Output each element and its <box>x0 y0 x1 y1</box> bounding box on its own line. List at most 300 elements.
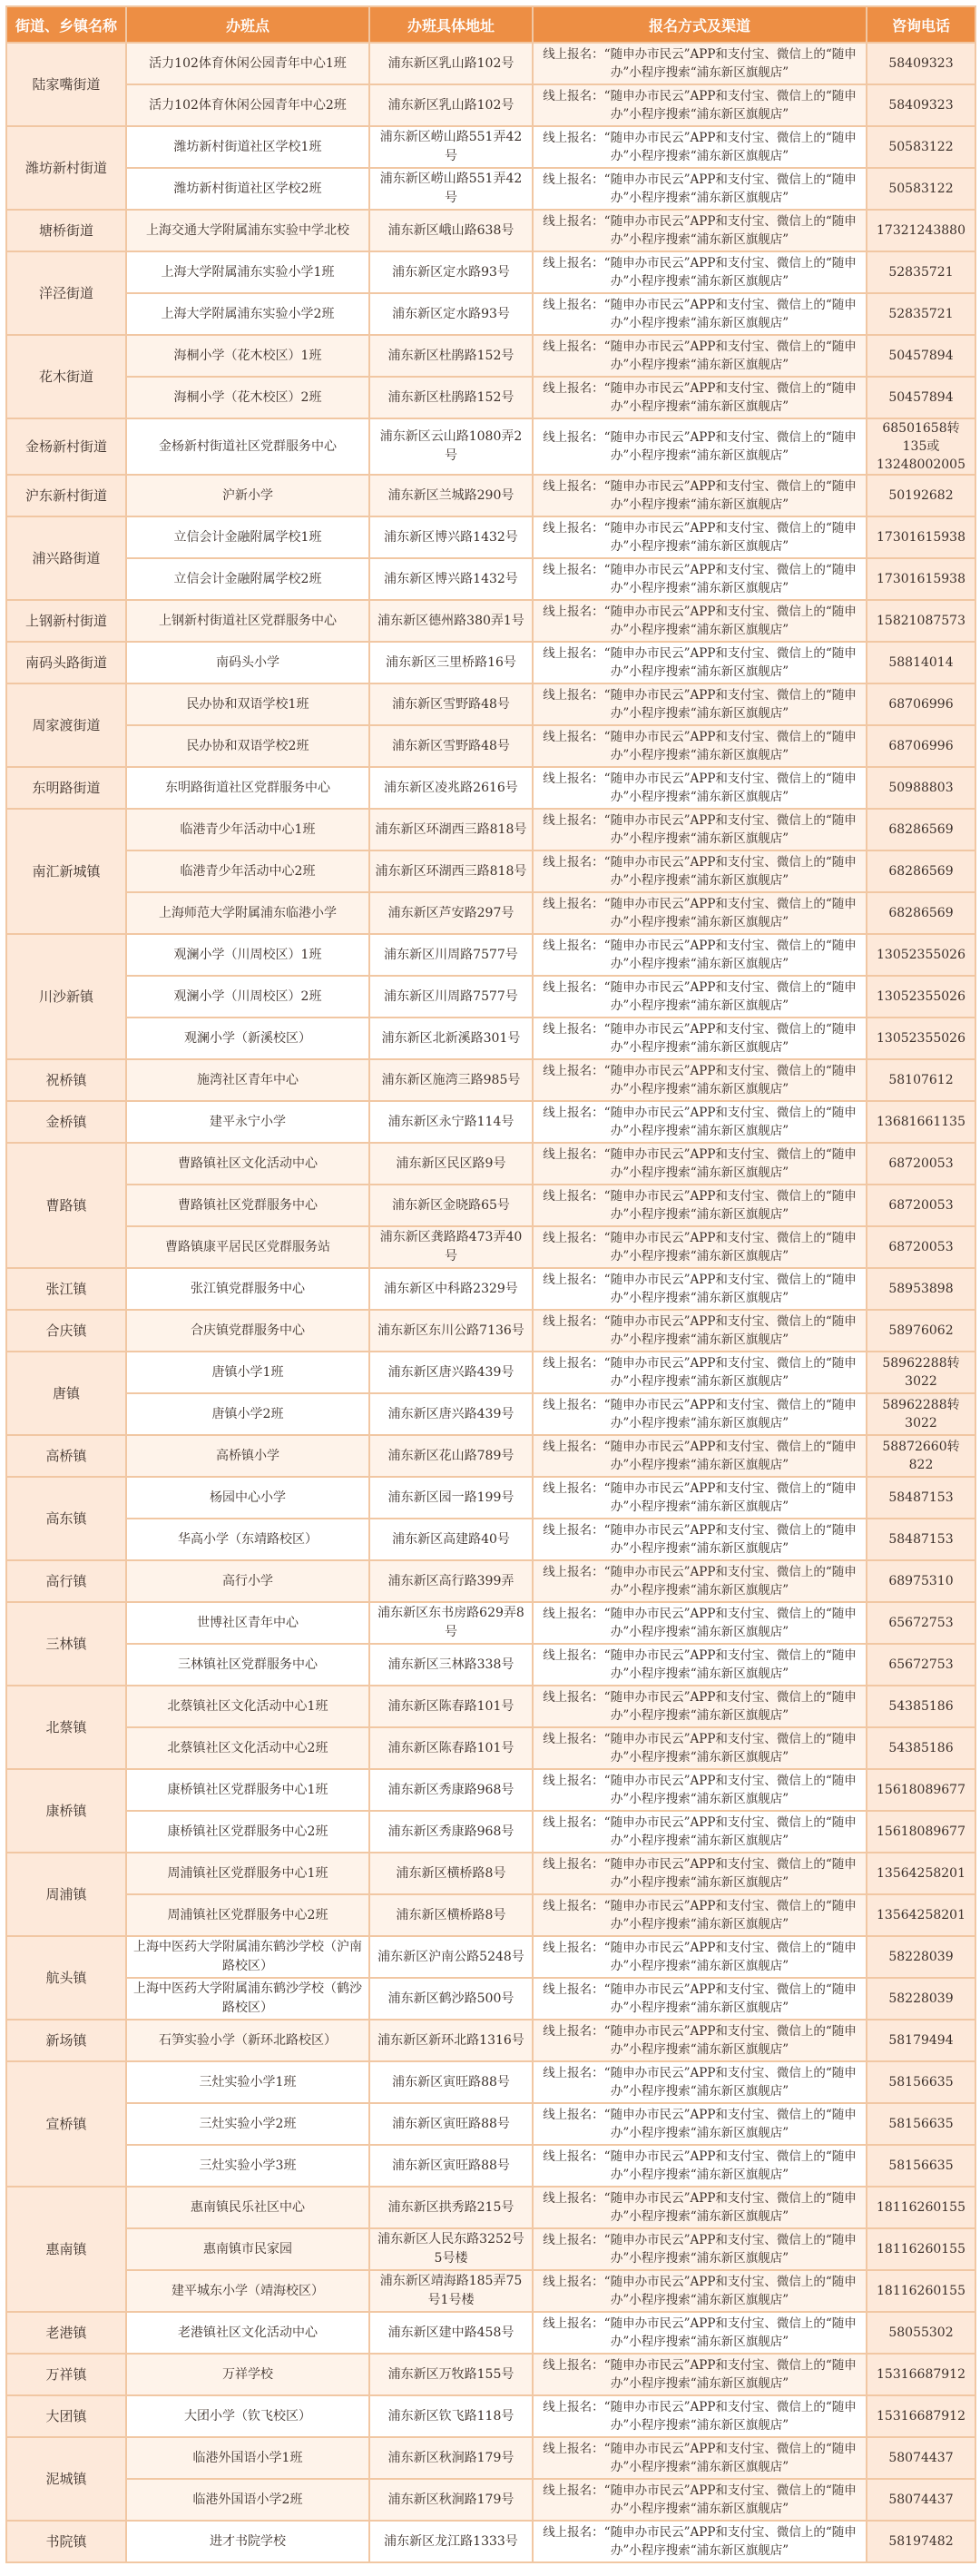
table-row <box>6 168 975 210</box>
cell-site: 沪新小学 <box>126 475 369 516</box>
cell-address: 浦东新区秀康路968号 <box>369 1811 533 1853</box>
cell-channel: 线上报名：“随申办市民云”APP和支付宝、微信上的“随申办”小程序搜索“浦东新区旗舰店” <box>533 2020 867 2061</box>
cell-phone: 58055302 <box>867 2312 975 2354</box>
cell-address: 浦东新区鹤沙路500号 <box>369 1978 533 2020</box>
cell-phone: 52835721 <box>867 293 975 335</box>
cell-street-name: 三林镇 <box>6 1602 126 1686</box>
cell-channel: 线上报名：“随申办市民云”APP和支付宝、微信上的“随申办”小程序搜索“浦东新区旗舰店” <box>533 1059 867 1101</box>
cell-phone: 58814014 <box>867 642 975 683</box>
table-row <box>6 1477 975 1519</box>
cell-address: 浦东新区凌兆路2616号 <box>369 767 533 809</box>
cell-site: 惠南镇市民家园 <box>126 2228 369 2270</box>
cell-channel: 线上报名：“随申办市民云”APP和支付宝、微信上的“随申办”小程序搜索“浦东新区旗舰店” <box>533 1018 867 1059</box>
table-row <box>6 1894 975 1936</box>
cell-channel: 线上报名：“随申办市民云”APP和支付宝、微信上的“随申办”小程序搜索“浦东新区旗舰店” <box>533 1268 867 1310</box>
cell-address: 浦东新区三林路338号 <box>369 1644 533 1686</box>
cell-street-name: 惠南镇 <box>6 2187 126 2312</box>
cell-channel: 线上报名：“随申办市民云”APP和支付宝、微信上的“随申办”小程序搜索“浦东新区旗舰店” <box>533 1769 867 1811</box>
cell-channel: 线上报名：“随申办市民云”APP和支付宝、微信上的“随申办”小程序搜索“浦东新区旗舰店” <box>533 1894 867 1936</box>
cell-phone: 65672753 <box>867 1602 975 1644</box>
cell-street-name: 泥城镇 <box>6 2437 126 2521</box>
cell-phone: 54385186 <box>867 1686 975 1727</box>
cell-site: 上海大学附属浦东实验小学2班 <box>126 293 369 335</box>
cell-phone: 58487153 <box>867 1477 975 1519</box>
cell-site: 唐镇小学1班 <box>126 1352 369 1393</box>
cell-site: 临港青少年活动中心2班 <box>126 850 369 892</box>
cell-street-name: 宣桥镇 <box>6 2061 126 2187</box>
table-row <box>6 251 975 293</box>
cell-phone: 58156635 <box>867 2103 975 2145</box>
cell-site: 南码头小学 <box>126 642 369 683</box>
cell-channel: 线上报名：“随申办市民云”APP和支付宝、微信上的“随申办”小程序搜索“浦东新区旗舰店” <box>533 1727 867 1769</box>
cell-phone: 17321243880 <box>867 210 975 251</box>
cell-address: 浦东新区寅旺路88号 <box>369 2061 533 2103</box>
cell-channel: 线上报名：“随申办市民云”APP和支付宝、微信上的“随申办”小程序搜索“浦东新区旗舰店” <box>533 1226 867 1268</box>
cell-site: 活力102体育休闲公园青年中心2班 <box>126 84 369 126</box>
cell-street-name: 大团镇 <box>6 2395 126 2437</box>
cell-site: 合庆镇党群服务中心 <box>126 1310 369 1352</box>
cell-address: 浦东新区川周路7577号 <box>369 934 533 976</box>
cell-phone: 15316687912 <box>867 2395 975 2437</box>
table-row <box>6 1644 975 1686</box>
cell-address: 浦东新区三里桥路16号 <box>369 642 533 683</box>
cell-site: 曹路镇社区文化活动中心 <box>126 1143 369 1185</box>
cell-address: 浦东新区芦安路297号 <box>369 892 533 934</box>
cell-street-name: 南汇新城镇 <box>6 809 126 934</box>
cell-phone: 58228039 <box>867 1978 975 2020</box>
cell-phone: 58197482 <box>867 2521 975 2562</box>
cell-channel: 线上报名：“随申办市民云”APP和支付宝、微信上的“随申办”小程序搜索“浦东新区旗舰店” <box>533 516 867 558</box>
cell-address: 浦东新区横桥路8号 <box>369 1853 533 1894</box>
cell-street-name: 东明路街道 <box>6 767 126 809</box>
cell-address: 浦东新区秀康路968号 <box>369 1769 533 1811</box>
cell-channel: 线上报名：“随申办市民云”APP和支付宝、微信上的“随申办”小程序搜索“浦东新区旗舰店” <box>533 725 867 767</box>
table-body <box>6 43 975 2562</box>
cell-channel: 线上报名：“随申办市民云”APP和支付宝、微信上的“随申办”小程序搜索“浦东新区旗舰店” <box>533 892 867 934</box>
cell-phone: 50583122 <box>867 126 975 168</box>
cell-phone: 15316687912 <box>867 2354 975 2395</box>
cell-address: 浦东新区高建路40号 <box>369 1519 533 1560</box>
cell-channel: 线上报名：“随申办市民云”APP和支付宝、微信上的“随申办”小程序搜索“浦东新区旗舰店” <box>533 2187 867 2228</box>
cell-channel: 线上报名：“随申办市民云”APP和支付宝、微信上的“随申办”小程序搜索“浦东新区旗舰店” <box>533 809 867 850</box>
cell-phone: 68286569 <box>867 850 975 892</box>
cell-address: 浦东新区拱秀路215号 <box>369 2187 533 2228</box>
cell-site: 北蔡镇社区文化活动中心2班 <box>126 1727 369 1769</box>
table-row <box>6 2354 975 2395</box>
cell-phone: 58074437 <box>867 2479 975 2521</box>
table-row <box>6 1811 975 1853</box>
cell-channel: 线上报名：“随申办市民云”APP和支付宝、微信上的“随申办”小程序搜索“浦东新区旗舰店” <box>533 1936 867 1978</box>
cell-site: 曹路镇社区党群服务中心 <box>126 1185 369 1226</box>
table-row <box>6 126 975 168</box>
table-row <box>6 1185 975 1226</box>
cell-address: 浦东新区秋涧路179号 <box>369 2437 533 2479</box>
cell-address: 浦东新区横桥路8号 <box>369 1894 533 1936</box>
cell-phone: 13052355026 <box>867 976 975 1018</box>
cell-phone: 65672753 <box>867 1644 975 1686</box>
cell-street-name: 老港镇 <box>6 2312 126 2354</box>
cell-phone: 58487153 <box>867 1519 975 1560</box>
table-row <box>6 1978 975 2020</box>
table-row <box>6 475 975 516</box>
table-row <box>6 43 975 84</box>
cell-address: 浦东新区中科路2329号 <box>369 1268 533 1310</box>
table-row <box>6 767 975 809</box>
cell-channel: 线上报名：“随申办市民云”APP和支付宝、微信上的“随申办”小程序搜索“浦东新区旗舰店” <box>533 1560 867 1602</box>
cell-address: 浦东新区龚路路473弄40号 <box>369 1226 533 1268</box>
table-row <box>6 2312 975 2354</box>
cell-address: 浦东新区人民东路3252号5号楼 <box>369 2228 533 2270</box>
cell-address: 浦东新区环湖西三路818号 <box>369 850 533 892</box>
table-row <box>6 683 975 725</box>
table-row <box>6 976 975 1018</box>
cell-site: 上海交通大学附属浦东实验中学北校 <box>126 210 369 251</box>
cell-street-name: 沪东新村街道 <box>6 475 126 516</box>
header-site: 办班点 <box>126 6 369 43</box>
cell-channel: 线上报名：“随申办市民云”APP和支付宝、微信上的“随申办”小程序搜索“浦东新区旗舰店” <box>533 335 867 377</box>
cell-site: 康桥镇社区党群服务中心1班 <box>126 1769 369 1811</box>
table-row <box>6 2437 975 2479</box>
cell-street-name: 金杨新村街道 <box>6 418 126 475</box>
cell-address: 浦东新区施湾三路985号 <box>369 1059 533 1101</box>
cell-street-name: 万祥镇 <box>6 2354 126 2395</box>
cell-site: 万祥学校 <box>126 2354 369 2395</box>
cell-street-name: 康桥镇 <box>6 1769 126 1853</box>
table-row <box>6 558 975 600</box>
cell-site: 康桥镇社区党群服务中心2班 <box>126 1811 369 1853</box>
cell-site: 建平城东小学（靖海校区） <box>126 2270 369 2312</box>
cell-phone: 58074437 <box>867 2437 975 2479</box>
header-phone: 咨询电话 <box>867 6 975 43</box>
cell-address: 浦东新区寅旺路88号 <box>369 2103 533 2145</box>
cell-phone: 13052355026 <box>867 934 975 976</box>
cell-channel: 线上报名：“随申办市民云”APP和支付宝、微信上的“随申办”小程序搜索“浦东新区旗舰店” <box>533 934 867 976</box>
table-row <box>6 84 975 126</box>
cell-phone: 58953898 <box>867 1268 975 1310</box>
table-row <box>6 1352 975 1393</box>
cell-site: 华高小学（东靖路校区） <box>126 1519 369 1560</box>
cell-street-name: 合庆镇 <box>6 1310 126 1352</box>
cell-street-name: 新场镇 <box>6 2020 126 2061</box>
table-row <box>6 2020 975 2061</box>
cell-channel: 线上报名：“随申办市民云”APP和支付宝、微信上的“随申办”小程序搜索“浦东新区旗舰店” <box>533 475 867 516</box>
cell-phone: 13564258201 <box>867 1894 975 1936</box>
table-row <box>6 516 975 558</box>
cell-site: 老港镇社区文化活动中心 <box>126 2312 369 2354</box>
cell-channel: 线上报名：“随申办市民云”APP和支付宝、微信上的“随申办”小程序搜索“浦东新区旗舰店” <box>533 43 867 84</box>
table-row <box>6 377 975 418</box>
cell-phone: 58962288转3022 <box>867 1352 975 1393</box>
cell-site: 曹路镇康平居民区党群服务站 <box>126 1226 369 1268</box>
cell-phone: 50583122 <box>867 168 975 210</box>
cell-phone: 68286569 <box>867 892 975 934</box>
cell-channel: 线上报名：“随申办市民云”APP和支付宝、微信上的“随申办”小程序搜索“浦东新区旗舰店” <box>533 1101 867 1143</box>
cell-address: 浦东新区秋涧路179号 <box>369 2479 533 2521</box>
cell-site: 三灶实验小学3班 <box>126 2145 369 2187</box>
cell-channel: 线上报名：“随申办市民云”APP和支付宝、微信上的“随申办”小程序搜索“浦东新区旗舰店” <box>533 1811 867 1853</box>
cell-street-name: 高行镇 <box>6 1560 126 1602</box>
cell-address: 浦东新区靖海路185弄75号1号楼 <box>369 2270 533 2312</box>
cell-address: 浦东新区峨山路638号 <box>369 210 533 251</box>
table-row <box>6 809 975 850</box>
cell-phone: 17301615938 <box>867 558 975 600</box>
cell-address: 浦东新区定水路93号 <box>369 251 533 293</box>
table-row <box>6 1686 975 1727</box>
cell-channel: 线上报名：“随申办市民云”APP和支付宝、微信上的“随申办”小程序搜索“浦东新区旗舰店” <box>533 1185 867 1226</box>
cell-phone: 68286569 <box>867 809 975 850</box>
cell-street-name: 陆家嘴街道 <box>6 43 126 126</box>
cell-channel: 线上报名：“随申办市民云”APP和支付宝、微信上的“随申办”小程序搜索“浦东新区旗舰店” <box>533 1393 867 1435</box>
cell-address: 浦东新区陈春路101号 <box>369 1727 533 1769</box>
cell-channel: 线上报名：“随申办市民云”APP和支付宝、微信上的“随申办”小程序搜索“浦东新区旗舰店” <box>533 1519 867 1560</box>
cell-address: 浦东新区永宁路114号 <box>369 1101 533 1143</box>
cell-site: 观澜小学（川周校区）2班 <box>126 976 369 1018</box>
table-row <box>6 210 975 251</box>
cell-channel: 线上报名：“随申办市民云”APP和支付宝、微信上的“随申办”小程序搜索“浦东新区旗舰店” <box>533 2312 867 2354</box>
table-row <box>6 335 975 377</box>
cell-phone: 58156635 <box>867 2145 975 2187</box>
cell-channel: 线上报名：“随申办市民云”APP和支付宝、微信上的“随申办”小程序搜索“浦东新区旗舰店” <box>533 683 867 725</box>
cell-phone: 50457894 <box>867 377 975 418</box>
table-row <box>6 1393 975 1435</box>
table-row <box>6 892 975 934</box>
cell-address: 浦东新区高行路399弄 <box>369 1560 533 1602</box>
cell-phone: 58107612 <box>867 1059 975 1101</box>
table-row <box>6 850 975 892</box>
table-row <box>6 1268 975 1310</box>
cell-address: 浦东新区雪野路48号 <box>369 683 533 725</box>
cell-phone: 13564258201 <box>867 1853 975 1894</box>
cell-site: 海桐小学（花木校区）2班 <box>126 377 369 418</box>
table-row <box>6 2521 975 2562</box>
cell-phone: 15618089677 <box>867 1769 975 1811</box>
cell-site: 上海中医药大学附属浦东鹤沙学校（鹤沙路校区） <box>126 1978 369 2020</box>
table-row <box>6 1602 975 1644</box>
cell-address: 浦东新区杜鹃路152号 <box>369 335 533 377</box>
header-address: 办班具体地址 <box>369 6 533 43</box>
cell-site: 立信会计金融附属学校2班 <box>126 558 369 600</box>
cell-address: 浦东新区园一路199号 <box>369 1477 533 1519</box>
cell-phone: 68720053 <box>867 1185 975 1226</box>
cell-channel: 线上报名：“随申办市民云”APP和支付宝、微信上的“随申办”小程序搜索“浦东新区旗舰店” <box>533 1644 867 1686</box>
cell-channel: 线上报名：“随申办市民云”APP和支付宝、微信上的“随申办”小程序搜索“浦东新区旗舰店” <box>533 84 867 126</box>
cell-channel: 线上报名：“随申办市民云”APP和支付宝、微信上的“随申办”小程序搜索“浦东新区旗舰店” <box>533 168 867 210</box>
cell-address: 浦东新区钦飞路118号 <box>369 2395 533 2437</box>
cell-site: 三灶实验小学1班 <box>126 2061 369 2103</box>
table-row <box>6 1936 975 1978</box>
cell-address: 浦东新区云山路1080弄2号 <box>369 418 533 475</box>
cell-phone: 17301615938 <box>867 516 975 558</box>
cell-channel: 线上报名：“随申办市民云”APP和支付宝、微信上的“随申办”小程序搜索“浦东新区旗舰店” <box>533 2228 867 2270</box>
cell-channel: 线上报名：“随申办市民云”APP和支付宝、微信上的“随申办”小程序搜索“浦东新区旗舰店” <box>533 293 867 335</box>
table-row <box>6 600 975 642</box>
cell-phone: 68706996 <box>867 725 975 767</box>
cell-channel: 线上报名：“随申办市民云”APP和支付宝、微信上的“随申办”小程序搜索“浦东新区旗舰店” <box>533 1853 867 1894</box>
cell-channel: 线上报名：“随申办市民云”APP和支付宝、微信上的“随申办”小程序搜索“浦东新区旗舰店” <box>533 2145 867 2187</box>
cell-address: 浦东新区雪野路48号 <box>369 725 533 767</box>
table-row <box>6 2479 975 2521</box>
table-header-row <box>6 6 975 43</box>
cell-site: 高行小学 <box>126 1560 369 1602</box>
cell-channel: 线上报名：“随申办市民云”APP和支付宝、微信上的“随申办”小程序搜索“浦东新区旗舰店” <box>533 2395 867 2437</box>
header-channel: 报名方式及渠道 <box>533 6 867 43</box>
cell-site: 唐镇小学2班 <box>126 1393 369 1435</box>
cell-address: 浦东新区环湖西三路818号 <box>369 809 533 850</box>
cell-site: 潍坊新村街道社区学校2班 <box>126 168 369 210</box>
cell-address: 浦东新区博兴路1432号 <box>369 558 533 600</box>
cell-channel: 线上报名：“随申办市民云”APP和支付宝、微信上的“随申办”小程序搜索“浦东新区旗舰店” <box>533 251 867 293</box>
cell-site: 高桥镇小学 <box>126 1435 369 1477</box>
cell-site: 观澜小学（川周校区）1班 <box>126 934 369 976</box>
cell-channel: 线上报名：“随申办市民云”APP和支付宝、微信上的“随申办”小程序搜索“浦东新区旗舰店” <box>533 126 867 168</box>
cell-phone: 68720053 <box>867 1143 975 1185</box>
cell-channel: 线上报名：“随申办市民云”APP和支付宝、微信上的“随申办”小程序搜索“浦东新区旗舰店” <box>533 642 867 683</box>
cell-channel: 线上报名：“随申办市民云”APP和支付宝、微信上的“随申办”小程序搜索“浦东新区旗舰店” <box>533 1602 867 1644</box>
cell-channel: 线上报名：“随申办市民云”APP和支付宝、微信上的“随申办”小程序搜索“浦东新区旗舰店” <box>533 850 867 892</box>
cell-channel: 线上报名：“随申办市民云”APP和支付宝、微信上的“随申办”小程序搜索“浦东新区旗舰店” <box>533 976 867 1018</box>
cell-channel: 线上报名：“随申办市民云”APP和支付宝、微信上的“随申办”小程序搜索“浦东新区旗舰店” <box>533 2270 867 2312</box>
cell-address: 浦东新区建中路458号 <box>369 2312 533 2354</box>
cell-street-name: 浦兴路街道 <box>6 516 126 600</box>
cell-street-name: 塘桥街道 <box>6 210 126 251</box>
table-row <box>6 2061 975 2103</box>
cell-site: 杨园中心小学 <box>126 1477 369 1519</box>
cell-site: 张江镇党群服务中心 <box>126 1268 369 1310</box>
cell-channel: 线上报名：“随申办市民云”APP和支付宝、微信上的“随申办”小程序搜索“浦东新区旗舰店” <box>533 558 867 600</box>
cell-address: 浦东新区兰城路290号 <box>369 475 533 516</box>
cell-channel: 线上报名：“随申办市民云”APP和支付宝、微信上的“随申办”小程序搜索“浦东新区旗舰店” <box>533 210 867 251</box>
cell-address: 浦东新区民区路9号 <box>369 1143 533 1185</box>
cell-site: 上钢新村街道社区党群服务中心 <box>126 600 369 642</box>
table-row <box>6 1853 975 1894</box>
cell-address: 浦东新区博兴路1432号 <box>369 516 533 558</box>
cell-channel: 线上报名：“随申办市民云”APP和支付宝、微信上的“随申办”小程序搜索“浦东新区旗舰店” <box>533 767 867 809</box>
cell-street-name: 周家渡街道 <box>6 683 126 767</box>
cell-street-name: 上钢新村街道 <box>6 600 126 642</box>
cell-site: 潍坊新村街道社区学校1班 <box>126 126 369 168</box>
cell-phone: 18116260155 <box>867 2270 975 2312</box>
cell-phone: 54385186 <box>867 1727 975 1769</box>
table-row <box>6 1101 975 1143</box>
cell-phone: 50457894 <box>867 335 975 377</box>
cell-phone: 13052355026 <box>867 1018 975 1059</box>
cell-phone: 18116260155 <box>867 2187 975 2228</box>
cell-site: 进才书院学校 <box>126 2521 369 2562</box>
cell-phone: 58409323 <box>867 84 975 126</box>
table-row <box>6 1018 975 1059</box>
table-row <box>6 2228 975 2270</box>
table-row <box>6 2145 975 2187</box>
cell-channel: 线上报名：“随申办市民云”APP和支付宝、微信上的“随申办”小程序搜索“浦东新区旗舰店” <box>533 1686 867 1727</box>
cell-street-name: 高桥镇 <box>6 1435 126 1477</box>
cell-street-name: 张江镇 <box>6 1268 126 1310</box>
table-row <box>6 293 975 335</box>
cell-site: 周浦镇社区党群服务中心1班 <box>126 1853 369 1894</box>
cell-street-name: 洋泾街道 <box>6 251 126 335</box>
cell-phone: 58228039 <box>867 1936 975 1978</box>
cell-phone: 68706996 <box>867 683 975 725</box>
cell-address: 浦东新区川周路7577号 <box>369 976 533 1018</box>
cell-address: 浦东新区杜鹃路152号 <box>369 377 533 418</box>
cell-phone: 18116260155 <box>867 2228 975 2270</box>
cell-address: 浦东新区花山路789号 <box>369 1435 533 1477</box>
cell-phone: 58962288转3022 <box>867 1393 975 1435</box>
cell-channel: 线上报名：“随申办市民云”APP和支付宝、微信上的“随申办”小程序搜索“浦东新区旗舰店” <box>533 2103 867 2145</box>
cell-phone: 50988803 <box>867 767 975 809</box>
cell-site: 东明路街道社区党群服务中心 <box>126 767 369 809</box>
cell-site: 活力102体育休闲公园青年中心1班 <box>126 43 369 84</box>
cell-street-name: 祝桥镇 <box>6 1059 126 1101</box>
cell-site: 临港外国语小学1班 <box>126 2437 369 2479</box>
registration-sites-table <box>5 5 976 2563</box>
cell-site: 观澜小学（新溪校区） <box>126 1018 369 1059</box>
cell-site: 海桐小学（花木校区）1班 <box>126 335 369 377</box>
cell-address: 浦东新区唐兴路439号 <box>369 1352 533 1393</box>
cell-street-name: 金桥镇 <box>6 1101 126 1143</box>
cell-phone: 50192682 <box>867 475 975 516</box>
cell-site: 临港外国语小学2班 <box>126 2479 369 2521</box>
table-row <box>6 2103 975 2145</box>
cell-address: 浦东新区乳山路102号 <box>369 43 533 84</box>
table-row <box>6 642 975 683</box>
table-row <box>6 934 975 976</box>
cell-address: 浦东新区定水路93号 <box>369 293 533 335</box>
cell-phone: 58976062 <box>867 1310 975 1352</box>
cell-address: 浦东新区龙江路1333号 <box>369 2521 533 2562</box>
cell-channel: 线上报名：“随申办市民云”APP和支付宝、微信上的“随申办”小程序搜索“浦东新区旗舰店” <box>533 418 867 475</box>
cell-address: 浦东新区万牧路155号 <box>369 2354 533 2395</box>
table-row <box>6 2187 975 2228</box>
cell-channel: 线上报名：“随申办市民云”APP和支付宝、微信上的“随申办”小程序搜索“浦东新区旗舰店” <box>533 1352 867 1393</box>
cell-street-name: 周浦镇 <box>6 1853 126 1936</box>
cell-phone: 58409323 <box>867 43 975 84</box>
cell-channel: 线上报名：“随申办市民云”APP和支付宝、微信上的“随申办”小程序搜索“浦东新区旗舰店” <box>533 1978 867 2020</box>
table-row <box>6 418 975 475</box>
cell-channel: 线上报名：“随申办市民云”APP和支付宝、微信上的“随申办”小程序搜索“浦东新区旗舰店” <box>533 600 867 642</box>
cell-site: 周浦镇社区党群服务中心2班 <box>126 1894 369 1936</box>
cell-address: 浦东新区唐兴路439号 <box>369 1393 533 1435</box>
cell-site: 大团小学（钦飞校区） <box>126 2395 369 2437</box>
cell-address: 浦东新区北新溪路301号 <box>369 1018 533 1059</box>
cell-phone: 52835721 <box>867 251 975 293</box>
table-row <box>6 1560 975 1602</box>
cell-address: 浦东新区金晓路65号 <box>369 1185 533 1226</box>
cell-street-name: 南码头路街道 <box>6 642 126 683</box>
cell-channel: 线上报名：“随申办市民云”APP和支付宝、微信上的“随申办”小程序搜索“浦东新区旗舰店” <box>533 2437 867 2479</box>
cell-site: 临港青少年活动中心1班 <box>126 809 369 850</box>
cell-phone: 58179494 <box>867 2020 975 2061</box>
cell-site: 上海师范大学附属浦东临港小学 <box>126 892 369 934</box>
cell-phone: 13681661135 <box>867 1101 975 1143</box>
table-row <box>6 1435 975 1477</box>
cell-phone: 15618089677 <box>867 1811 975 1853</box>
table-row <box>6 725 975 767</box>
cell-street-name: 高东镇 <box>6 1477 126 1560</box>
cell-channel: 线上报名：“随申办市民云”APP和支付宝、微信上的“随申办”小程序搜索“浦东新区旗舰店” <box>533 2521 867 2562</box>
cell-site: 三灶实验小学2班 <box>126 2103 369 2145</box>
table-row <box>6 2270 975 2312</box>
cell-channel: 线上报名：“随申办市民云”APP和支付宝、微信上的“随申办”小程序搜索“浦东新区旗舰店” <box>533 1143 867 1185</box>
cell-site: 三林镇社区党群服务中心 <box>126 1644 369 1686</box>
cell-site: 立信会计金融附属学校1班 <box>126 516 369 558</box>
cell-address: 浦东新区东川公路7136号 <box>369 1310 533 1352</box>
cell-address: 浦东新区新环北路1316号 <box>369 2020 533 2061</box>
table-row <box>6 1769 975 1811</box>
cell-site: 石笋实验小学（新环北路校区） <box>126 2020 369 2061</box>
cell-site: 金杨新村街道社区党群服务中心 <box>126 418 369 475</box>
cell-phone: 68975310 <box>867 1560 975 1602</box>
cell-site: 施湾社区青年中心 <box>126 1059 369 1101</box>
